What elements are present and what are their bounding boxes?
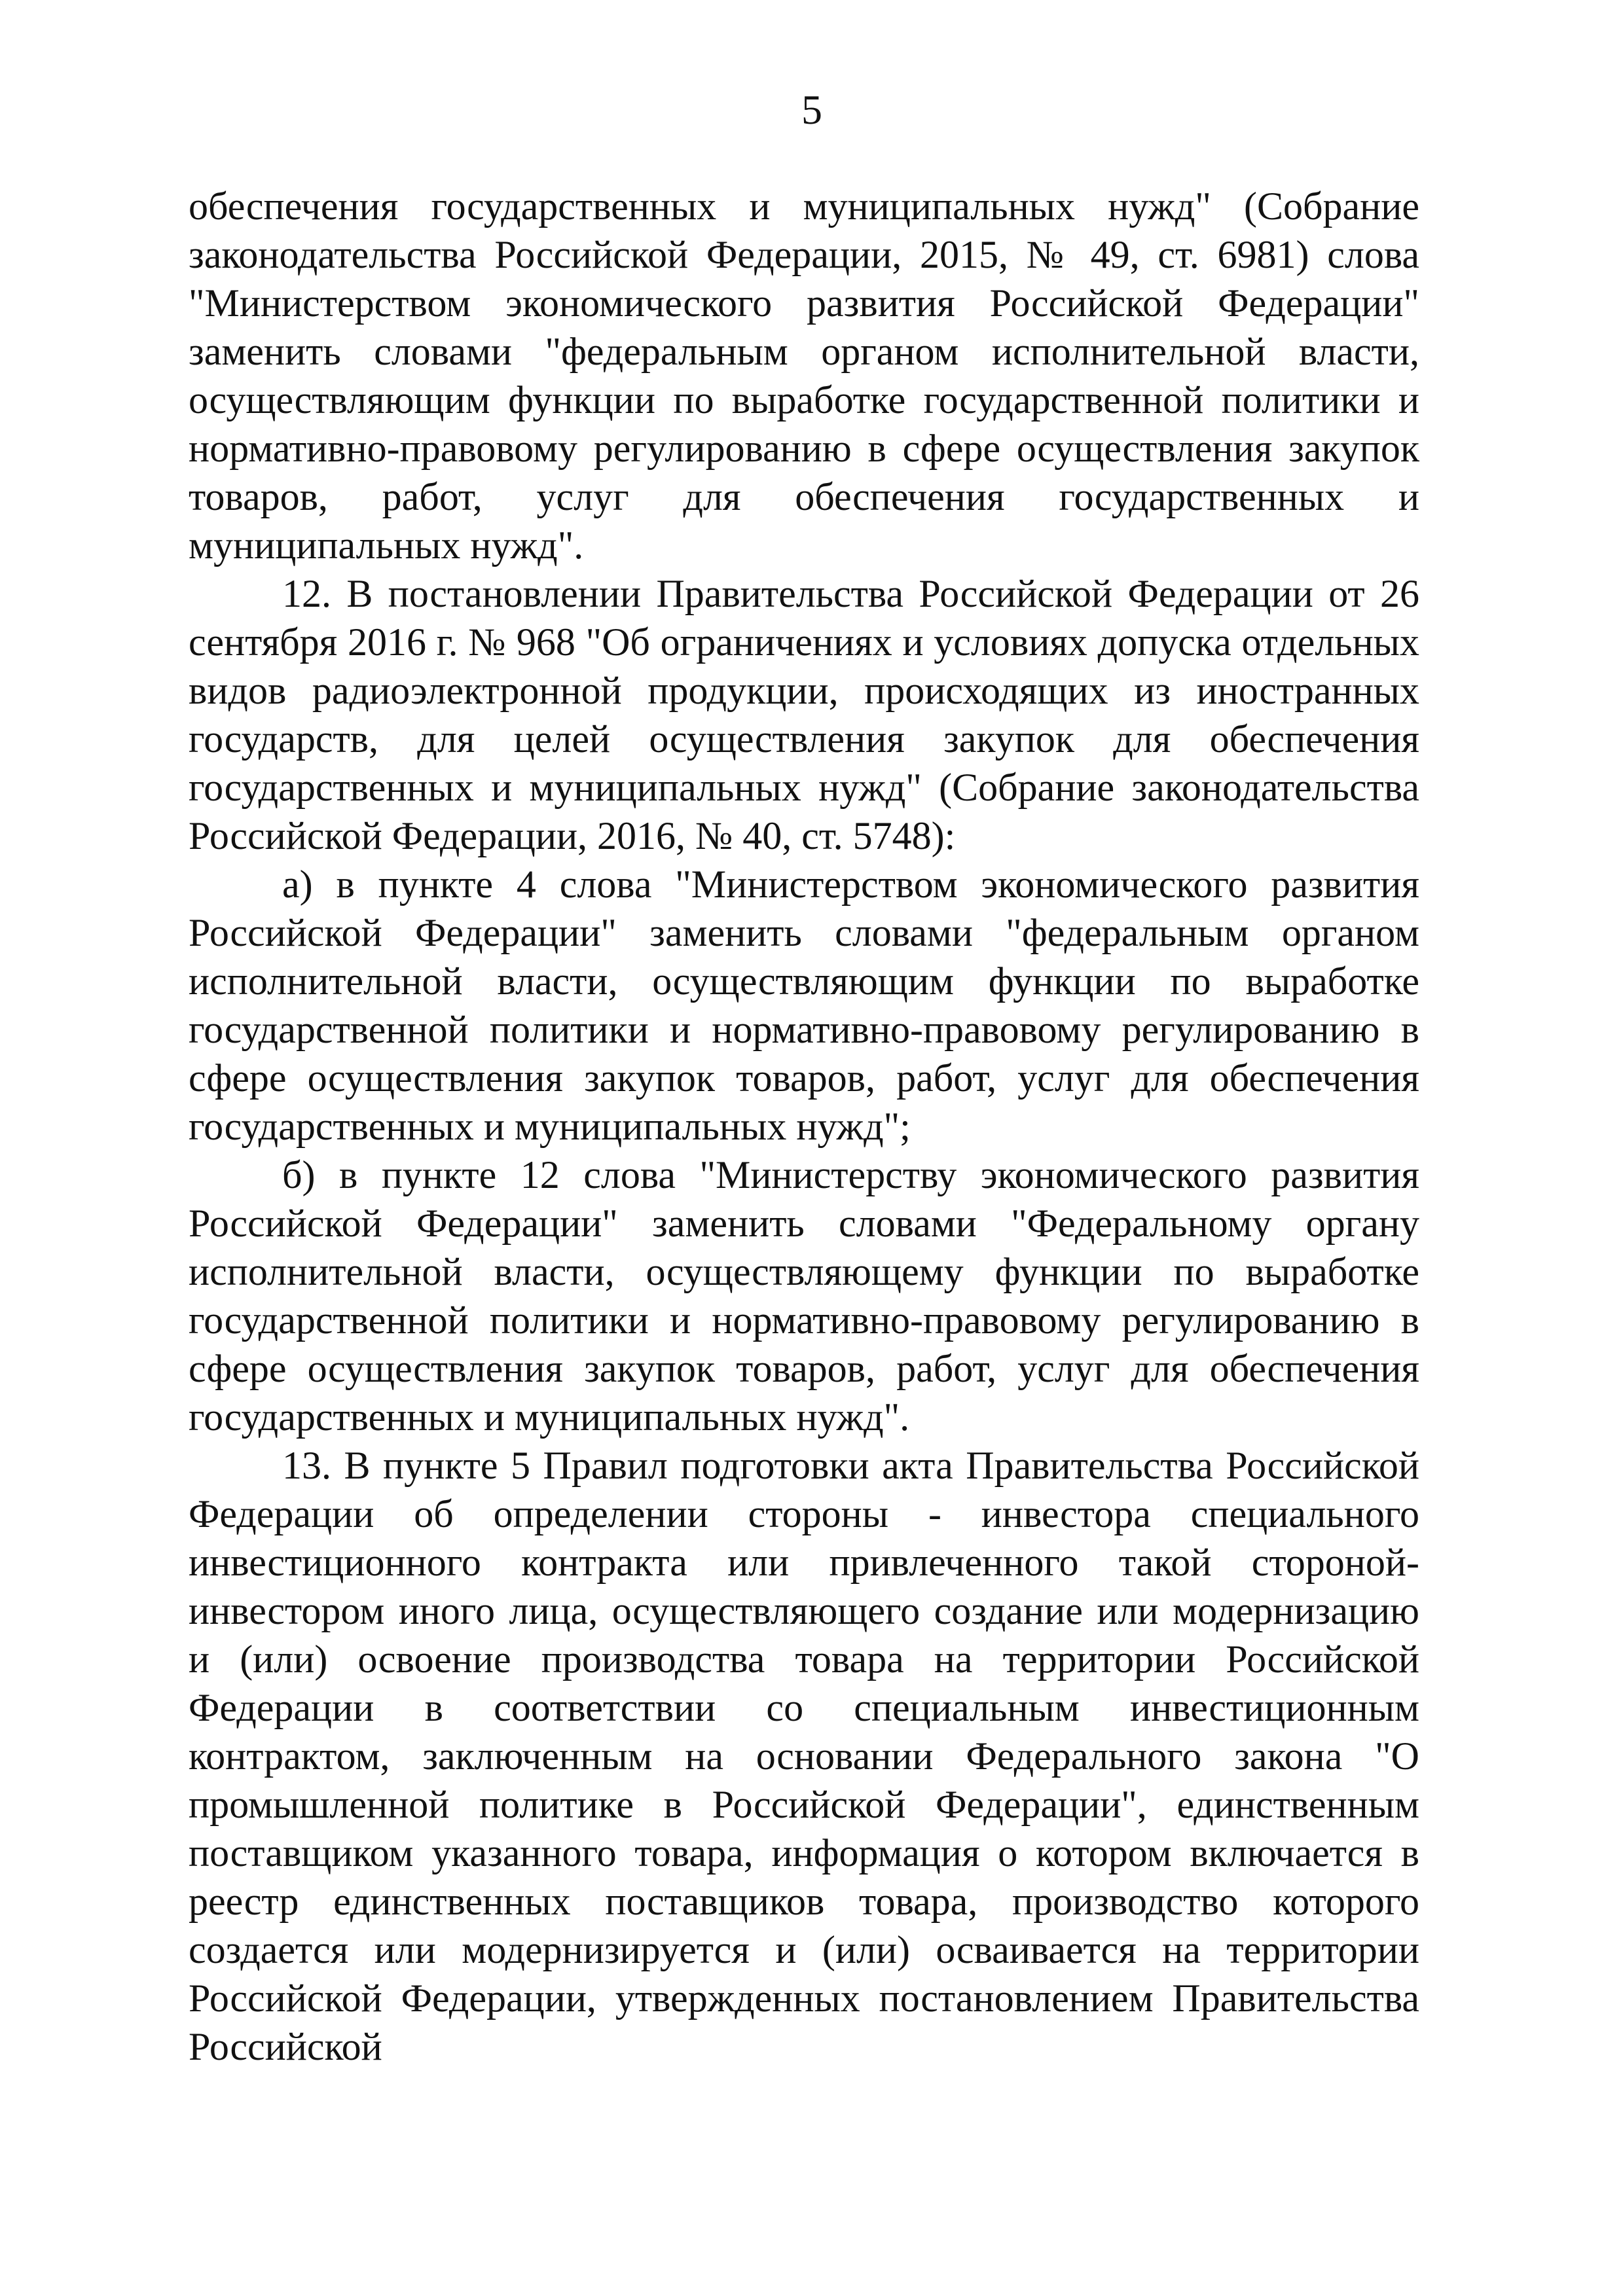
page-number: 5 (801, 86, 822, 133)
paragraph-item-13: 13. В пункте 5 Правил подготовки акта Правительства Российской Федерации об определении стороны - инвестора специального инвестиционного контракта или привлеченного такой стороной-инвестором иного лица, осуществляющего создание или модернизацию и (или) освоение производства товара на территории Российской Федерации в соответствии со специальным инвестиционным контрактом, заключенным на основании Федерального закона "О промышленной политике в Российской Федерации", единственным поставщиком указанного товара, информация о котором включается в реестр единственных поставщиков товара, производство которого создается или модернизируется и (или) осваивается на территории Российской Федерации, утвержденных постановлением Правительства Российской (189, 1444, 1419, 2068)
paragraph-item-12: 12. В постановлении Правительства Российской Федерации от 26 сентября 2016 г. № 968 "Об ограничениях и условиях допуска отдельных видов радиоэлектронной продукции, происходящих из иностранных государств, для целей осуществления закупок для обеспечения государственных и муниципальных нужд" (Собрание законодательства Российской Федерации, 2016, № 40, ст. 5748): (189, 572, 1419, 857)
paragraph-subitem-b: б) в пункте 12 слова "Министерству экономического развития Российской Федерации" заменить словами "Федеральному органу исполнительной власти, осуществляющему функции по выработке государственной политики и нормативно-правовому регулированию в сфере осуществления закупок товаров, работ, услуг для обеспечения государственных и муниципальных нужд". (189, 1153, 1419, 1439)
paragraph-continuation: обеспечения государственных и муниципальных нужд" (Собрание законодательства Российской Федерации, 2015, № 49, ст. 6981) слова "Министерством экономического развития Российской Федерации" заменить словами "федеральным органом исполнительной власти, осуществляющим функции по выработке государственной политики и нормативно-правовому регулированию в сфере осуществления закупок товаров, работ, услуг для обеспечения государственных и муниципальных нужд". (189, 185, 1419, 567)
document-body (189, 182, 1419, 2071)
paragraph-subitem-a: а) в пункте 4 слова "Министерством экономического развития Российской Федерации" заменить словами "федеральным органом исполнительной власти, осуществляющим функции по выработке государственной политики и нормативно-правовому регулированию в сфере осуществления закупок товаров, работ, услуг для обеспечения государственных и муниципальных нужд"; (189, 863, 1419, 1148)
